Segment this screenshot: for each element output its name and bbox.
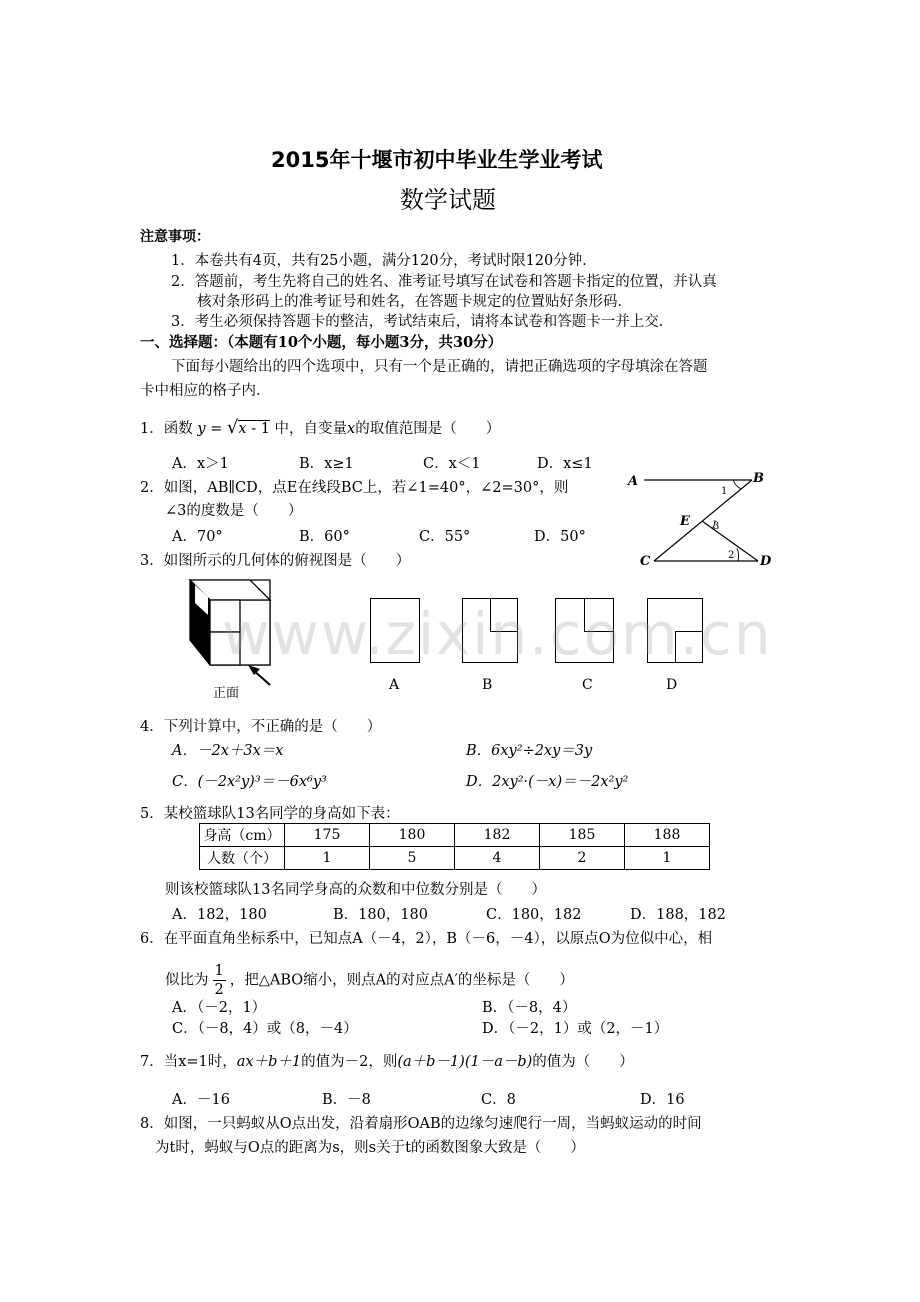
q6-ratio-suffix: ，把△ABO缩小，则点A的对应点A′的坐标是（ ） xyxy=(229,972,574,989)
q5-option-c: C．180，182 xyxy=(486,907,582,923)
label-c: C xyxy=(640,554,651,569)
exam-subtitle: 数学试题 xyxy=(400,186,496,214)
table-cell: 身高（cm） xyxy=(200,824,285,847)
section-intro-1: 下面每小题给出的四个选项中，只有一个是正确的，请把正确选项的字母填涂在答题 xyxy=(171,359,708,375)
notice-heading: 注意事项： xyxy=(140,229,210,245)
question-6-line2 xyxy=(165,962,574,999)
q3-label-d: D xyxy=(666,677,678,693)
question-6-line1: 6．在平面直角坐标系中，已知点A（－4，2），B（－6，－4），以原点O为位似中心，相 xyxy=(140,931,713,947)
q4-option-c: C．(－2x²y)³＝－6x⁶y³ xyxy=(172,774,327,790)
q2-option-c: C．55° xyxy=(419,529,471,545)
question-8-line2: 为t时，蚂蚁与O点的距离为s，则s关于t的函数图象大致是（ ） xyxy=(155,1140,585,1156)
table-cell: 175 xyxy=(285,824,370,847)
question-4: 4．下列计算中，不正确的是（ ） xyxy=(140,719,382,735)
q3-label-a: A xyxy=(389,677,400,693)
q5-option-d: D．188，182 xyxy=(630,907,726,923)
fraction xyxy=(213,962,226,999)
table-cell: 1 xyxy=(625,847,710,870)
sqrt-symbol: √ xyxy=(226,417,239,438)
label-a: A xyxy=(628,474,639,489)
notice-item-2-cont: 核对条形码上的准考证号和姓名，在答题卡规定的位置贴好条形码． xyxy=(197,294,632,310)
q2-figure xyxy=(620,465,785,575)
q7-option-c: C．8 xyxy=(481,1092,516,1108)
section-heading: 一、选择题：（本题有10个小题，每小题3分，共30分） xyxy=(140,334,503,351)
q1-suffix: 的取值范围是（ ） xyxy=(355,421,501,437)
q6-option-a: A．（－2，1） xyxy=(172,1000,267,1016)
q5-ask: 则该校篮球队13名同学身高的众数和中位数分别是（ ） xyxy=(165,882,546,898)
fraction-numerator: 1 xyxy=(214,963,224,979)
question-3: 3．如图所示的几何体的俯视图是（ ） xyxy=(140,553,411,569)
table-cell: 180 xyxy=(370,824,455,847)
q7-prefix: 7．当x=1时， xyxy=(140,1054,237,1070)
angle-3-label: 3 xyxy=(713,521,720,532)
question-7 xyxy=(140,1050,634,1071)
q5-option-b: B．180，180 xyxy=(333,907,429,923)
label-b: B xyxy=(753,471,764,486)
q1-var-x: x xyxy=(347,421,356,437)
label-d: D xyxy=(760,554,772,569)
q1-option-c: C．x＜1 xyxy=(423,456,481,472)
table-cell: 5 xyxy=(370,847,455,870)
q1-middle: 中，自变量 xyxy=(274,421,348,437)
fraction-denominator: 2 xyxy=(214,982,224,998)
q1-option-b: B．x≥1 xyxy=(299,456,354,472)
q7-expression-2: (a＋b－1)(1－a－b) xyxy=(397,1054,533,1070)
q7-suffix: 的值为（ ） xyxy=(532,1054,634,1070)
q7-expression-1: ax＋b＋1 xyxy=(236,1054,302,1070)
table-row xyxy=(200,824,710,847)
q4-option-a: A．－2x＋3x＝x xyxy=(172,743,284,759)
table-cell: 188 xyxy=(625,824,710,847)
table-cell: 1 xyxy=(285,847,370,870)
table-cell: 185 xyxy=(540,824,625,847)
exam-title: 2015年十堰市初中毕业生学业考试 xyxy=(271,148,603,172)
question-2-line2: ∠3的度数是（ ） xyxy=(165,503,303,519)
q7-option-b: B．－8 xyxy=(322,1092,371,1108)
notice-item-2: 2．答题前，考生先将自己的姓名、准考证号填写在试卷和答题卡指定的位置，并认真 xyxy=(171,274,717,290)
radicand: x - 1 xyxy=(238,421,270,437)
angle-1-label: 1 xyxy=(721,486,728,497)
q4-option-d: D．2xy²·(－x)＝－2x²y² xyxy=(466,774,629,790)
table-row xyxy=(200,847,710,870)
q3-label-b: B xyxy=(482,677,493,693)
q6-option-c: C．（－8，4）或（8，－4） xyxy=(172,1021,358,1037)
table-cell: 182 xyxy=(455,824,540,847)
q1-option-a: A．x＞1 xyxy=(172,456,229,472)
notice-item-3: 3．考生必须保持答题卡的整洁，考试结束后，请将本试卷和答题卡一并上交． xyxy=(171,314,674,330)
q4-option-b: B．6xy²÷2xy＝3y xyxy=(466,743,593,759)
angle-2-label: 2 xyxy=(728,550,735,561)
table-cell: 人数（个） xyxy=(200,847,285,870)
q1-func-y: y xyxy=(197,421,206,437)
q6-option-b: B．（－8，4） xyxy=(482,1000,577,1016)
table-cell: 4 xyxy=(455,847,540,870)
q7-middle: 的值为－2，则 xyxy=(301,1054,398,1070)
q3-label-c: C xyxy=(582,677,593,693)
q2-option-a: A．70° xyxy=(172,529,223,545)
height-table xyxy=(199,823,710,870)
q6-ratio-prefix: 似比为 xyxy=(165,972,209,989)
q5-option-a: A．182，180 xyxy=(172,907,267,923)
angle-1-arc xyxy=(733,480,741,489)
front-label: 正面 xyxy=(213,686,240,701)
watermark: www.zixin.com.cn xyxy=(222,600,773,668)
question-5: 5．某校篮球队13名同学的身高如下表： xyxy=(140,806,400,822)
label-e: E xyxy=(680,514,690,529)
q6-option-d: D．（－2，1）或（2，－1） xyxy=(482,1021,669,1037)
q1-option-d: D．x≤1 xyxy=(537,456,593,472)
notice-item-1: 1．本卷共有4页，共有25小题，满分120分，考试时限120分钟． xyxy=(171,253,597,269)
question-1: 1．函数 y = √x - 1 中，自变量x的取值范围是（ ） xyxy=(140,417,501,438)
section-intro-2: 卡中相应的格子内． xyxy=(140,383,271,399)
q7-option-d: D．16 xyxy=(640,1092,685,1108)
q7-option-a: A．－16 xyxy=(172,1092,230,1108)
question-2-line1: 2．如图，AB∥CD，点E在线段BC上，若∠1=40°，∠2=30°，则 xyxy=(140,480,569,496)
angle-2-arc xyxy=(737,548,739,561)
table-cell: 2 xyxy=(540,847,625,870)
q2-option-b: B．60° xyxy=(299,529,350,545)
question-8-line1: 8．如图，一只蚂蚁从O点出发，沿着扇形OAB的边缘匀速爬行一周，当蚂蚁运动的时间 xyxy=(140,1116,702,1132)
q2-option-d: D．50° xyxy=(534,529,586,545)
q1-prefix: 1．函数 xyxy=(140,421,193,437)
